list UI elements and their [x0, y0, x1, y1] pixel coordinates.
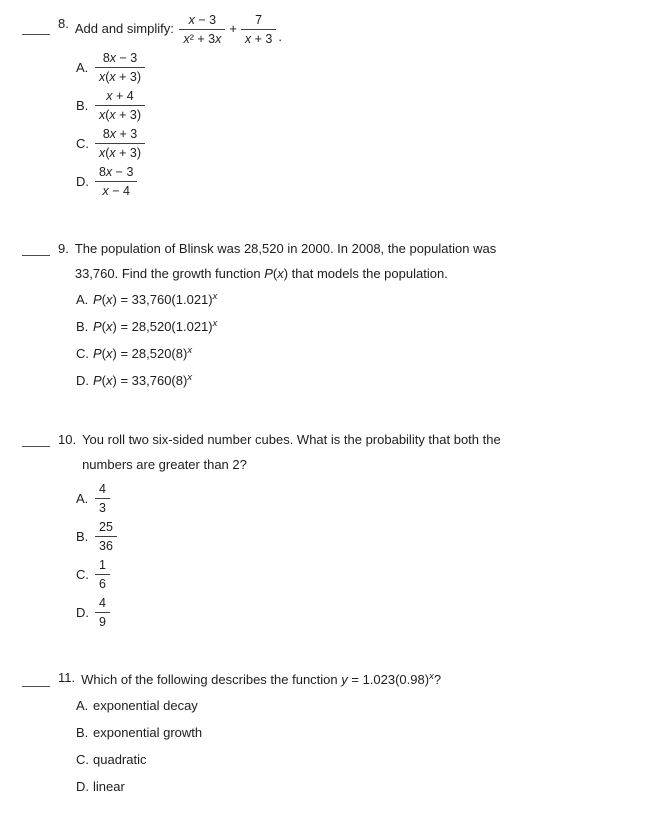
option-11a — [76, 697, 671, 714]
option-9b — [76, 318, 671, 335]
question-8 — [0, 13, 671, 198]
question-9-number: 9. — [58, 241, 69, 256]
question-11-prompt-suffix: ? — [433, 672, 442, 687]
fraction-numerator: 4 — [95, 596, 110, 613]
question-8-header — [0, 13, 671, 46]
option-8a — [76, 51, 671, 84]
fraction-numerator: 25 — [95, 520, 117, 537]
fraction-q8-first — [179, 13, 225, 46]
option-letter: B. — [76, 529, 89, 544]
question-11-prompt-text: Which of the following describes the function — [81, 672, 342, 687]
option-letter: A. — [76, 491, 89, 506]
option-text: exponential growth — [93, 725, 203, 740]
option-letter: A. — [76, 698, 89, 713]
fraction-denominator: x² + 3x — [183, 32, 222, 46]
question-11-options — [76, 697, 671, 795]
question-9-line2-pre: 33,760. Find the growth function — [74, 266, 265, 281]
option-letter: A. — [76, 60, 89, 75]
fraction-denominator: 3 — [99, 501, 106, 515]
option-formula — [93, 291, 217, 308]
question-9-line2-post: that models the population. — [288, 266, 448, 281]
option-fraction — [95, 482, 110, 515]
option-8b — [76, 89, 671, 122]
fraction-numerator: x + 4 — [95, 89, 145, 106]
option-letter: B. — [76, 725, 89, 740]
fraction-denominator: x(x + 3) — [99, 70, 142, 84]
option-8c — [76, 127, 671, 160]
question-10-header — [0, 427, 671, 477]
question-11-header — [0, 667, 671, 692]
option-fraction — [95, 127, 145, 160]
fraction-numerator: 8x − 3 — [95, 165, 137, 182]
option-letter: D. — [76, 779, 89, 794]
fraction-denominator: 6 — [99, 577, 106, 591]
option-8d — [76, 165, 671, 198]
question-9-header — [0, 236, 671, 286]
fraction-denominator: x(x + 3) — [99, 146, 142, 160]
option-letter: C. — [76, 567, 89, 582]
option-11d — [76, 778, 671, 795]
exponent: x — [429, 671, 434, 682]
question-11-prompt — [81, 667, 441, 692]
option-fraction — [95, 165, 137, 198]
question-11 — [0, 667, 671, 795]
fraction-denominator: 36 — [99, 539, 113, 553]
exponent: x — [212, 318, 218, 329]
fraction-numerator: 7 — [241, 13, 276, 30]
exponent: x — [187, 372, 193, 383]
option-letter: B. — [76, 98, 89, 113]
question-8-prompt-text: Add and simplify: — [74, 20, 178, 36]
fraction-numerator: 4 — [95, 482, 110, 499]
question-8-prompt — [75, 13, 282, 46]
fraction-denominator: x + 3 — [244, 32, 273, 46]
option-fraction — [95, 596, 110, 629]
fraction-denominator: x − 4 — [102, 184, 130, 198]
option-fraction — [95, 89, 145, 122]
function-notation: P(x) — [264, 266, 289, 281]
option-fraction — [95, 51, 145, 84]
option-letter: A. — [76, 292, 89, 307]
fraction-numerator: 8x + 3 — [95, 127, 145, 144]
option-letter: C. — [76, 752, 89, 767]
question-10-line1: You roll two six-sided number cubes. What is the probability that both the — [82, 432, 501, 447]
option-letter: B. — [76, 319, 89, 334]
option-letter: D. — [76, 373, 89, 388]
fraction-denominator: 9 — [99, 615, 106, 629]
answer-blank-9 — [22, 243, 50, 256]
question-8-number: 8. — [58, 16, 69, 31]
option-letter: D. — [76, 605, 89, 620]
option-letter: C. — [76, 346, 89, 361]
question-9-options — [76, 291, 671, 389]
question-10 — [0, 427, 671, 629]
option-11c — [76, 751, 671, 768]
plus-operator: + — [229, 20, 237, 36]
option-fraction — [95, 558, 110, 591]
option-9c — [76, 345, 671, 362]
question-10-number: 10. — [58, 432, 77, 447]
formula-base: P(x) = 28,520(1.021) — [93, 319, 213, 334]
question-10-options — [76, 482, 671, 629]
exponent: x — [212, 291, 218, 302]
fraction-q8-second — [241, 13, 276, 46]
answer-blank-11 — [22, 674, 50, 687]
option-letter: C. — [76, 136, 89, 151]
option-10d — [76, 596, 671, 629]
option-letter: D. — [76, 174, 89, 189]
option-10a — [76, 482, 671, 515]
option-text: quadratic — [93, 752, 147, 767]
fraction-denominator: x(x + 3) — [99, 108, 142, 122]
option-formula — [93, 345, 192, 362]
formula-base: P(x) = 33,760(1.021) — [93, 292, 213, 307]
option-9a — [76, 291, 671, 308]
fraction-numerator: 1 — [95, 558, 110, 575]
option-text: exponential decay — [93, 698, 198, 713]
question-9 — [0, 236, 671, 389]
function-expression: y = 1.023(0.98) — [341, 672, 430, 687]
question-9-line1: The population of Blinsk was 28,520 in 2000. In 2008, the population was — [74, 241, 497, 256]
option-9d — [76, 372, 671, 389]
question-10-prompt — [82, 427, 501, 477]
answer-blank-10 — [22, 434, 50, 447]
option-10c — [76, 558, 671, 591]
answer-blank-8 — [22, 22, 50, 35]
option-formula — [93, 372, 192, 389]
question-8-options — [76, 51, 671, 198]
formula-base: P(x) = 28,520(8) — [93, 346, 188, 361]
exponent: x — [187, 345, 193, 356]
option-formula — [93, 318, 217, 335]
option-10b — [76, 520, 671, 553]
sentence-period: . — [278, 28, 282, 44]
option-fraction — [95, 520, 117, 553]
question-10-line2: numbers are greater than 2? — [82, 457, 247, 472]
option-text: linear — [93, 779, 125, 794]
option-11b — [76, 724, 671, 741]
question-9-prompt — [75, 236, 496, 286]
fraction-numerator: 8x − 3 — [95, 51, 145, 68]
question-11-number: 11. — [58, 670, 76, 685]
formula-base: P(x) = 33,760(8) — [93, 373, 188, 388]
fraction-numerator: x − 3 — [179, 13, 225, 30]
